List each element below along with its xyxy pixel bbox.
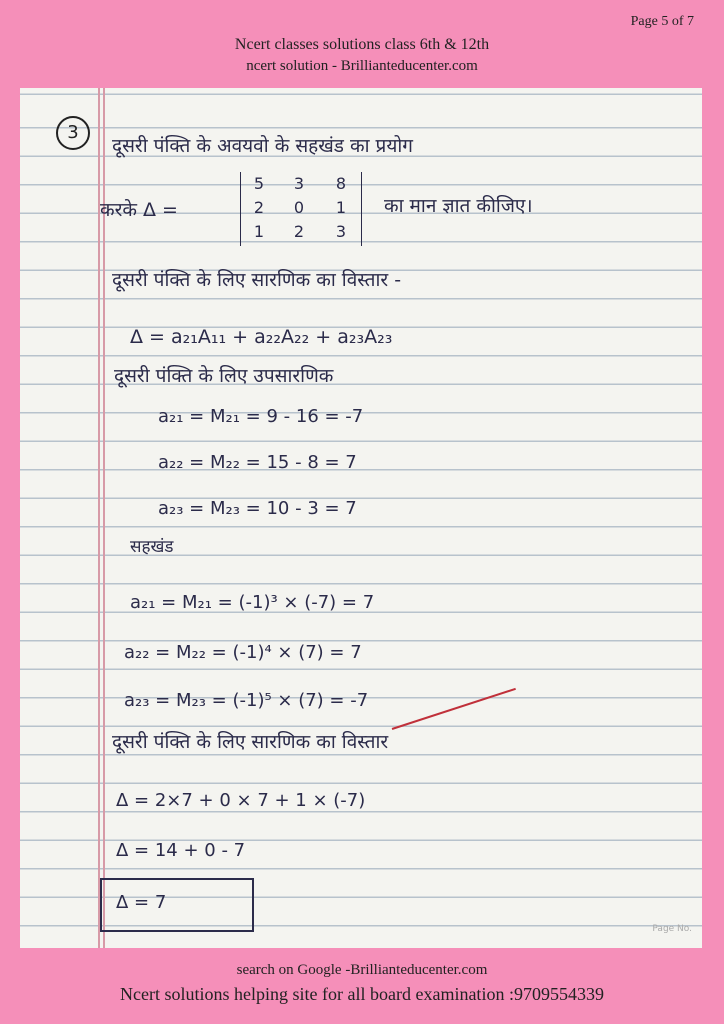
minor-a23: a₂₃ = M₂₃ = 10 - 3 = 7 bbox=[158, 498, 357, 519]
notebook-page bbox=[20, 88, 702, 948]
footer-search-text: search on Google -Brillianteducenter.com bbox=[236, 962, 488, 978]
strikethrough-mark bbox=[392, 688, 516, 730]
page-title: Ncert classes solutions class 6th & 12th bbox=[234, 36, 490, 53]
cofactor-a21: a₂₁ = M₂₁ = (-1)³ × (-7) = 7 bbox=[130, 592, 375, 613]
second-expansion-heading: दूसरी पंक्ति के लिए सारणिक का विस्तार bbox=[112, 731, 389, 753]
det-cell: 3 bbox=[293, 174, 305, 193]
expansion-heading: दूसरी पंक्ति के लिए सारणिक का विस्तार - bbox=[112, 269, 402, 291]
det-cell: 2 bbox=[293, 222, 305, 241]
minors-heading: दूसरी पंक्ति के लिए उपसारणिक bbox=[114, 365, 334, 387]
question-number: 3 bbox=[56, 116, 90, 150]
det-cell: 1 bbox=[335, 198, 347, 217]
page-no-watermark: Page No. bbox=[652, 924, 692, 934]
expansion-step-2: Δ = 14 + 0 - 7 bbox=[116, 840, 246, 861]
det-cell: 5 bbox=[253, 174, 265, 193]
answer-box bbox=[100, 878, 254, 932]
cofactor-a23: a₂₃ = M₂₃ = (-1)⁵ × (7) = -7 bbox=[124, 690, 369, 711]
det-cell: 3 bbox=[335, 222, 347, 241]
det-cell: 8 bbox=[335, 174, 347, 193]
determinant-matrix bbox=[240, 172, 362, 246]
final-answer: Δ = 7 bbox=[116, 892, 167, 913]
cofactors-heading: सहखंड bbox=[130, 537, 174, 557]
expansion-step-1: Δ = 2×7 + 0 × 7 + 1 × (-7) bbox=[116, 790, 366, 811]
det-cell: 2 bbox=[253, 198, 265, 217]
question-line-2-prefix: करके Δ = bbox=[100, 199, 178, 221]
question-line-2-suffix: का मान ज्ञात कीजिए। bbox=[384, 195, 533, 217]
expansion-formula: Δ = a₂₁A₁₁ + a₂₂A₂₂ + a₂₃A₂₃ bbox=[130, 326, 393, 348]
page-number: Page 5 of 7 bbox=[630, 14, 694, 29]
det-cell: 0 bbox=[293, 198, 305, 217]
minor-a22: a₂₂ = M₂₂ = 15 - 8 = 7 bbox=[158, 452, 357, 473]
minor-a21: a₂₁ = M₂₁ = 9 - 16 = -7 bbox=[158, 406, 364, 427]
cofactor-a22: a₂₂ = M₂₂ = (-1)⁴ × (7) = 7 bbox=[124, 642, 362, 663]
footer-tagline: Ncert solutions helping site for all board examination :9709554339 bbox=[120, 984, 604, 1004]
page-subtitle: ncert solution - Brillianteducenter.com bbox=[246, 58, 478, 74]
question-line-1: दूसरी पंक्ति के अवयवो के सहखंड का प्रयोग bbox=[112, 135, 414, 157]
det-cell: 1 bbox=[253, 222, 265, 241]
